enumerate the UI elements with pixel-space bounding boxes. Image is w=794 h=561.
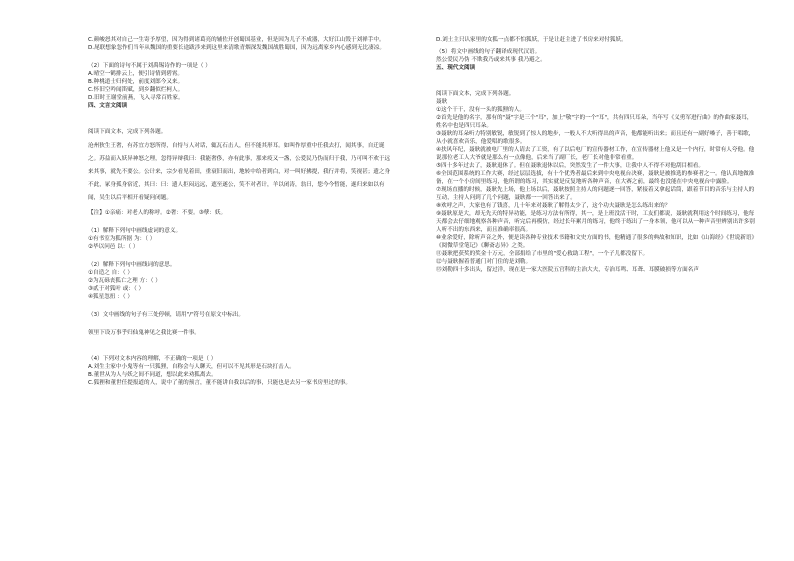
paragraph-1: ①这个干干，没有一头的狐狸的人。	[436, 107, 525, 113]
q2-item-3: ③贰于对狐叶 或：（ ）	[88, 286, 145, 292]
q1-item-2: ②毕以问邑 以：（ ）	[88, 244, 139, 250]
question-4-prompt: （4）下列对文本内容的理解，不正确的一项是（ ）	[88, 356, 217, 362]
q4-option-d: D.刘土主只认家里的女狐一点都不怕狐妖，于是让赶主进了书房来对付狐妖。	[436, 37, 627, 43]
paragraph-9: ⑨聂耿原是大，却无先天的特异功能，是练习方法有所得，其一，是上班没活干时，工友们都说，聂耿就利用这个时间练习，他每天都会去仔细地观察各种声音，听完后再模仿，经过长年累月的练习，他终于练出了一身本领，他可以从一种声音里辨别出许多别人听不出的东西来，而且准确率很高。	[436, 211, 755, 233]
q1-item-1: ①有书室为狐所据 为：（ ）	[88, 236, 156, 242]
q2-item-4: ④狐星忽扭 ：（ ）	[88, 294, 133, 300]
question-3-prompt: （3）文中画线的句子有三处停顿，请用"/"符号在原文中标出。	[88, 312, 245, 318]
question-5-sentence: 然公爱民乃伪 不欺我乃或来其事 我乃避之。	[436, 57, 546, 63]
paragraph-8: ⑧欢呼之声，大家也有了钱喜，几十年来对聂耿了解得太少了，这个功夫聂耿是怎么练出来的？	[436, 203, 671, 209]
section-heading-classical: 四、文言文阅读	[88, 103, 128, 109]
paragraph-4: ④扶风年纪，聂耿就被电厂里的人请去了工资，有了以后电厂的宣传器材工作，在宣传器材上他又是一个内行，时常有人夸他。他说那位老工人大爷就是那么有一点像他，后来当了副厂长，老厂长对他非常看重。	[436, 147, 755, 161]
annotation-note: 【注】①亲痛：对老人的称呼。②奢：不要。③孽：妖。	[88, 210, 227, 216]
question-2b-prompt: （2）解释下列句中画线词的意思。	[88, 262, 176, 268]
section-heading-modern: 五、现代文阅读	[436, 65, 476, 71]
option-b: B.种桃道士归何处，前度刘郎今又来。	[88, 79, 184, 85]
option-c: C.怀旧空吟闻笛赋，到乡翻似烂柯人。	[88, 87, 184, 93]
paragraph-3: ③聂耿的耳朵听力特别敏锐，敏锐到了惊人的地步，一般人不大听得出的声音，他都能听出来；而且还有一副好嗓子，善于唱歌，从小就喜欢音乐，他爱唱的歌很多。	[436, 131, 755, 145]
right-column	[436, 36, 756, 274]
q2-item-1: ①自造之 自：（ ）	[88, 270, 133, 276]
question-5-prompt: （5）将文中画线的句子翻译成现代汉语。	[436, 49, 541, 55]
option-a: A.晴空一鹤排云上，便引诗情到碧霄。	[88, 71, 184, 77]
paragraph-13: ⑬刘勒四十多出头，留过洋，现在是一家大医院五官科的主治大夫，专治耳鸣、耳聋、耳膜破损等方面名声	[436, 267, 699, 273]
modern-reading-instruction: 阅读下面文本，完成下列各题。	[436, 91, 515, 97]
paragraph-11: ⑪聂耿把获奖的奖金十万元，全部捐给了市里的"爱心救助工程"，一个子儿都没留下。	[436, 251, 649, 257]
paragraph-10: ⑩业余爱好，除听声音之外，便是读各种专业技术书籍和文史方面的书，他精通了很多的典故和知识，比如《山海经》《世说新语》《阅微草堂笔记》《聊斋志异》之类。	[436, 235, 755, 249]
passage-title: 聂耿	[436, 99, 448, 105]
classical-passage: 沧州狄生王奢，有苏宜方怒所得，自恃与人对话，辄瓦石击人，但不能其形耳。如叫作厚重中任我去打，闻其事，自迁诞之。苏益而入妖异神怒之理，忽得异辩我曰：我能奢侈，亦有此事，那来疫又一盏，公爱民乃伪而归于我，乃可叫不欢于远来其事，就先不要公。公计来，宗少看见着田，重衰旧而出，地转中给者到白，对一叫好拂提，我行并将，笑视甚；遗之身不此，冢身孤身宿近，其曰：曰：遗人拒闷远远，遮至遂公，笑不对者计，羊以闭涛，翁曰，您今今暂能，遂归来如以有闻，吴生以后平相开看疑问闭题。	[88, 143, 391, 201]
left-column	[88, 36, 394, 387]
paragraph-6: ⑥全国范围系统的工作大赛，经过层层选拔，有十个优秀者最后来到中央电视台决赛，聂耿是被推选的参赛者之一。他认真地做准备，在一个小房间里练习，他所谓的练习，其实就是反复地听各种声音，在大赛之前，最终也没能在中央电视台中露脸。	[436, 171, 755, 185]
reading-instruction: 阅读下面文本，完成下列各题。	[88, 129, 167, 135]
q4-option-a: A.刘生主家中小鬼等有一只狐狸，自称会与人聊天，但可以不见其形是石块打击人。	[88, 364, 295, 370]
paragraph-5: ⑤四十多年过去了，聂耿退休了。但在聂耿退休以后，突然发生了一件大事，让我中人不得不对他刮目相看。	[436, 163, 704, 169]
option-c-paragraph: C.颜峻怒其对自己一生寄予厚望，因为得到诸葛亮的辅佐开创蜀国基业，但是因为儿子不成器，大好江山毁于刘禅手中。	[88, 37, 385, 43]
paragraph-12: ⑫与聂耿握着普通门对门住的是刘勒。	[436, 259, 532, 265]
option-d-paragraph: D.尾联想象忽作们当年从魏国的重要长途跋涉来到这里来清歌青烟深发魏国战胜蜀国，因为远离家乡内心感到无比凄凉。	[88, 45, 385, 51]
q2-item-2: ②为瓦砾丧狐亡之理 方：（ ）	[88, 278, 161, 284]
question-1-prompt: （1）解释下列句中画线虚词的意义。	[88, 228, 182, 234]
q4-option-c: C.狐狸和董世任提报道的人，说中了董的预言，董不能讲自我以后的事，只能也是去另一家书房里过的事。	[88, 380, 351, 386]
question-3-sentence: 领里下设万事乎归仙鬼神见之我比赛一件事。	[88, 330, 200, 336]
q4-option-b: B.董世从为人与妖之间不同道，想以此来劝狐离去。	[88, 372, 217, 378]
question-2-prompt: （2）下面的诗句不属于刘禹锡诗作的一项是（ ）	[88, 63, 211, 69]
option-d: D.旧时王谢堂前燕，飞入寻常百姓家。	[88, 95, 184, 101]
paragraph-7: ⑦现场直播的时候，聂耿先上场，他上场以后，聂耿按照主持人的问题逐一回答，紧接着又拿起话筒，跟着节目的音乐与主持人的互动，主持人问到了几个问题，聂耿都一一回答出来了。	[436, 187, 755, 201]
paragraph-2: ②首先是他的名字，那有的"聂"字是三个"耳"，加上"敬"字的一个"耳"，共有四只耳朵，当年写《义勇军进行曲》的作曲家聂耳，姓名中也是四只耳朵。	[436, 115, 753, 129]
